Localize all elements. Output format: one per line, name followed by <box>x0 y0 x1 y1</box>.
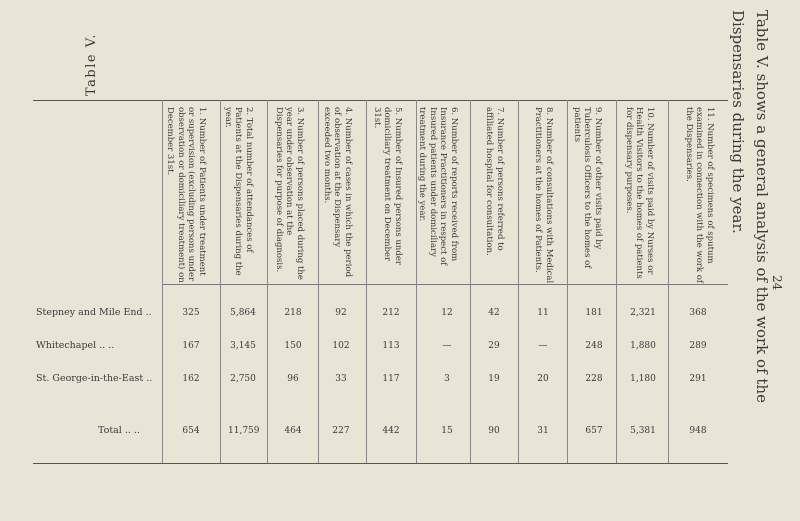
table-cell: 248 <box>585 341 603 351</box>
column-header: 5. Number of Insured persons under domiciliary treatment on December 31st. <box>372 107 403 265</box>
table-cell: 33 <box>335 374 347 384</box>
table-cell: 5,864 <box>230 308 256 318</box>
page-heading: Table V. shows a general analysis of the work of the Dispensaries during the year. <box>729 10 771 403</box>
table-cell: — <box>442 341 452 351</box>
table-cell: 218 <box>284 308 302 318</box>
page-number: 24 <box>770 275 784 291</box>
table-cell: 3 <box>444 374 450 384</box>
table-divider <box>616 100 617 463</box>
table-cell: 3,145 <box>230 341 256 351</box>
total-cell: 657 <box>585 426 603 436</box>
table-cell: 368 <box>689 308 707 318</box>
total-cell: 90 <box>488 426 500 436</box>
table-divider <box>668 100 669 463</box>
total-cell: 31 <box>537 426 549 436</box>
table-cell: 92 <box>335 308 347 318</box>
table-cell: 291 <box>689 374 707 384</box>
column-header: 2. Total number of attendances of Patients at the Dispensaries during the year. <box>223 107 254 276</box>
table-cell: 325 <box>182 308 200 318</box>
table-divider <box>162 100 163 463</box>
table-cell: 228 <box>585 374 603 384</box>
table-cell: — <box>538 341 548 351</box>
table-cell: 113 <box>382 341 400 351</box>
table-divider <box>518 100 519 463</box>
total-cell: 464 <box>284 426 302 436</box>
column-header: 11. Number of specimens of sputum examined in connection with the work of the Dispensaries. <box>684 107 715 284</box>
total-cell: 11,759 <box>228 426 260 436</box>
table-cell: 29 <box>488 341 500 351</box>
column-header: 4. Number of cases in which the period of observation at the Dispensary exceeded two months. <box>322 107 353 278</box>
table-divider <box>567 100 568 463</box>
table-divider <box>220 100 221 463</box>
row-label: St. George-in-the-East .. <box>36 373 153 384</box>
table-cell: 19 <box>488 374 500 384</box>
table-cell: 1,180 <box>630 374 656 384</box>
total-cell: 442 <box>382 426 400 436</box>
table-cell: 150 <box>284 341 302 351</box>
table-cell: 289 <box>689 341 707 351</box>
table-cell: 2,321 <box>630 308 656 318</box>
total-label: Total .. .. <box>98 425 140 436</box>
table-cell: 117 <box>382 374 400 384</box>
table-cell: 102 <box>332 341 350 351</box>
table-top-rule <box>33 100 728 101</box>
row-label: Whitechapel .. .. <box>36 340 115 351</box>
table-cell: 162 <box>182 374 200 384</box>
column-header: 3. Number of persons placed during the year under observation at the Dispensaries for purpose of diagnosis. <box>274 107 305 280</box>
table-divider <box>267 100 268 463</box>
table-divider <box>318 100 319 463</box>
column-header: 9. Number of other visits paid by Tuberculosis Officers to the homes of patients <box>572 107 603 269</box>
total-cell: 654 <box>182 426 200 436</box>
total-cell: 15 <box>441 426 453 436</box>
table-divider <box>470 100 471 463</box>
total-cell: 227 <box>332 426 350 436</box>
row-label: Stepney and Mile End .. <box>36 307 152 318</box>
column-header: 8. Number of consultations with Medical Practitioners at the homes of Patients. <box>533 107 554 284</box>
table-bottom-rule <box>33 463 728 464</box>
table-cell: 2,750 <box>230 374 256 384</box>
table-cell: 1,880 <box>630 341 656 351</box>
column-header: 7. Number of persons referred to affiliated hospital for consultation. <box>484 107 505 256</box>
total-cell: 948 <box>689 426 707 436</box>
total-cell: 5,381 <box>630 426 656 436</box>
table-cell: 20 <box>537 374 549 384</box>
table-cell: 212 <box>382 308 400 318</box>
table-divider <box>366 100 367 463</box>
column-header: 1. Number of Patients under treatment or supervision (excluding persons under observation or domiciliary treatment) on December 31st. <box>165 107 207 283</box>
table-cell: 181 <box>585 308 603 318</box>
table-cell: 42 <box>488 308 500 318</box>
table-cell: 96 <box>287 374 299 384</box>
column-header: 10. Number of visits paid by Nurses or Health Visitors to the homes of patients for dispensary purposes. <box>624 107 655 279</box>
table-cell: 12 <box>441 308 453 318</box>
table-cell: 167 <box>182 341 200 351</box>
table-label: Table V. <box>84 33 99 96</box>
table-cell: 11 <box>537 308 549 318</box>
column-header: 6. Number of reports received from Insurance Practitioners in respect of Insured patients under domiciliary treatment during the year. <box>417 107 459 266</box>
